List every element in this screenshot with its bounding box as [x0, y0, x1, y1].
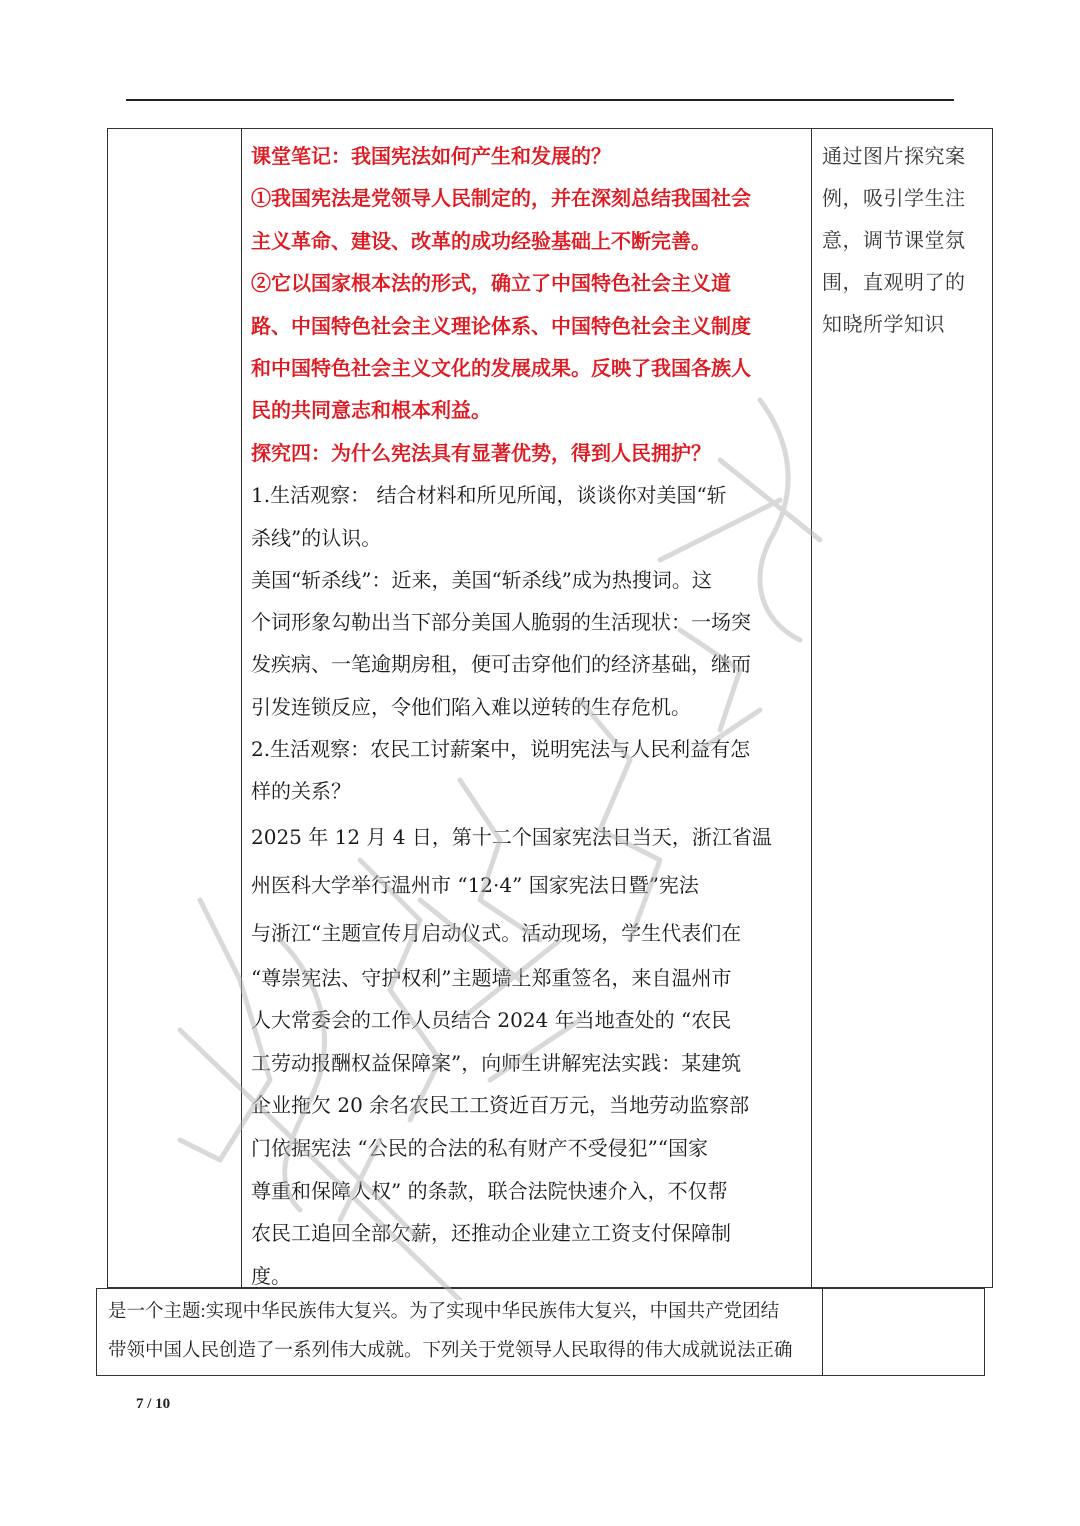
exercise-table: [96, 1288, 985, 1376]
activity-line: 发疾病、一笔逾期房租，便可击穿他们的经济基础，继而: [251, 652, 751, 677]
class-notes-line: 主义革命、建设、改革的成功经验基础上不断完善。: [251, 228, 711, 253]
activity-material: [251, 474, 807, 1297]
activity-line: 2.生活观察：农民工讨薪案中，说明宪法与人民利益有怎: [251, 737, 751, 762]
activity-line: 美国“斩杀线”：近来，美国“斩杀线”成为热搜词。这: [251, 567, 712, 592]
exercise-line: 带领中国人民创造了一系列伟大成就。下列关于党领导人民取得的伟大成就说法正确: [108, 1341, 793, 1361]
case-line: 工劳动报酬权益保障案”，向师生讲解宪法实践：某建筑: [251, 1050, 742, 1075]
inquiry-four-heading: 探究四：为什么宪法具有显著优势，得到人民拥护？: [251, 440, 711, 465]
teaching-content-cell: [251, 135, 807, 1297]
column-divider: [822, 1289, 823, 1375]
class-notes-line: 和中国特色社会主义文化的发展成果。反映了我国各族人: [251, 356, 751, 381]
column-divider-right: [811, 129, 812, 1287]
header-rule: [126, 99, 954, 101]
case-line: 企业拖欠 20 余名农民工工资近百万元，当地劳动监察部: [251, 1093, 750, 1118]
column-divider-left: [241, 129, 242, 1287]
design-intent-line: 围，直观明了的: [822, 270, 966, 294]
news-line: 与浙江“主题宣传月启动仪式。活动现场，学生代表们在: [251, 920, 742, 945]
case-line: 尊重和保障人权” 的条款，联合法院快速介入，不仅帮: [251, 1178, 728, 1203]
news-line: 州医科大学举行温州市 “12·4” 国家宪法日暨”宪法: [251, 872, 699, 897]
class-notes-line: ①我国宪法是党领导人民制定的，并在深刻总结我国社会: [251, 186, 751, 211]
class-notes-heading: 课堂笔记：我国宪法如何产生和发展的？: [251, 144, 611, 168]
design-intent-cell: [822, 135, 982, 345]
exercise-line: 是一个主题:实现中华民族伟大复兴。为了实现中华民族伟大复兴，中国共产党团结: [108, 1302, 780, 1322]
activity-line: 样的关系？: [251, 779, 351, 804]
class-notes-line: ②它以国家根本法的形式，确立了中国特色社会主义道: [251, 271, 731, 296]
page-number: 7 / 10: [136, 1396, 171, 1412]
case-line: 门依据宪法 “公民的合法的私有财产不受侵犯”“国家: [251, 1136, 709, 1160]
case-line: 度。: [251, 1263, 291, 1288]
class-notes-line: 民的共同意志和根本利益。: [251, 398, 491, 423]
design-intent-line: 意，调节课堂氛: [822, 228, 966, 252]
case-line: “尊崇宪法、守护权利”主题墙上郑重签名，来自温州市: [251, 965, 732, 990]
activity-line: 1.生活观察： 结合材料和所见所闻，谈谈你对美国“斩: [251, 483, 727, 508]
design-intent-line: 通过图片探究案: [822, 144, 966, 168]
exercise-text: [108, 1293, 814, 1371]
news-line: 2025 年 12 月 4 日，第十二个国家宪法日当天，浙江省温: [251, 824, 772, 849]
class-notes-line: 路、中国特色社会主义理论体系、中国特色社会主义制度: [251, 313, 751, 338]
lesson-table: [107, 128, 993, 1288]
activity-line: 引发连锁反应，令他们陷入难以逆转的生存危机。: [251, 694, 691, 719]
design-intent-line: 知晓所学知识: [822, 312, 945, 336]
design-intent-line: 例，吸引学生注: [822, 186, 966, 210]
case-line: 农民工追回全部欠薪，还推动企业建立工资支付保障制: [251, 1221, 731, 1246]
case-line: 人大常委会的工作人员结合 2024 年当地查处的 “农民: [251, 1008, 732, 1033]
class-notes: [251, 135, 807, 474]
activity-line: 个词形象勾勒出当下部分美国人脆弱的生活现状：一场突: [251, 610, 751, 635]
activity-line: 杀线”的认识。: [251, 525, 382, 550]
